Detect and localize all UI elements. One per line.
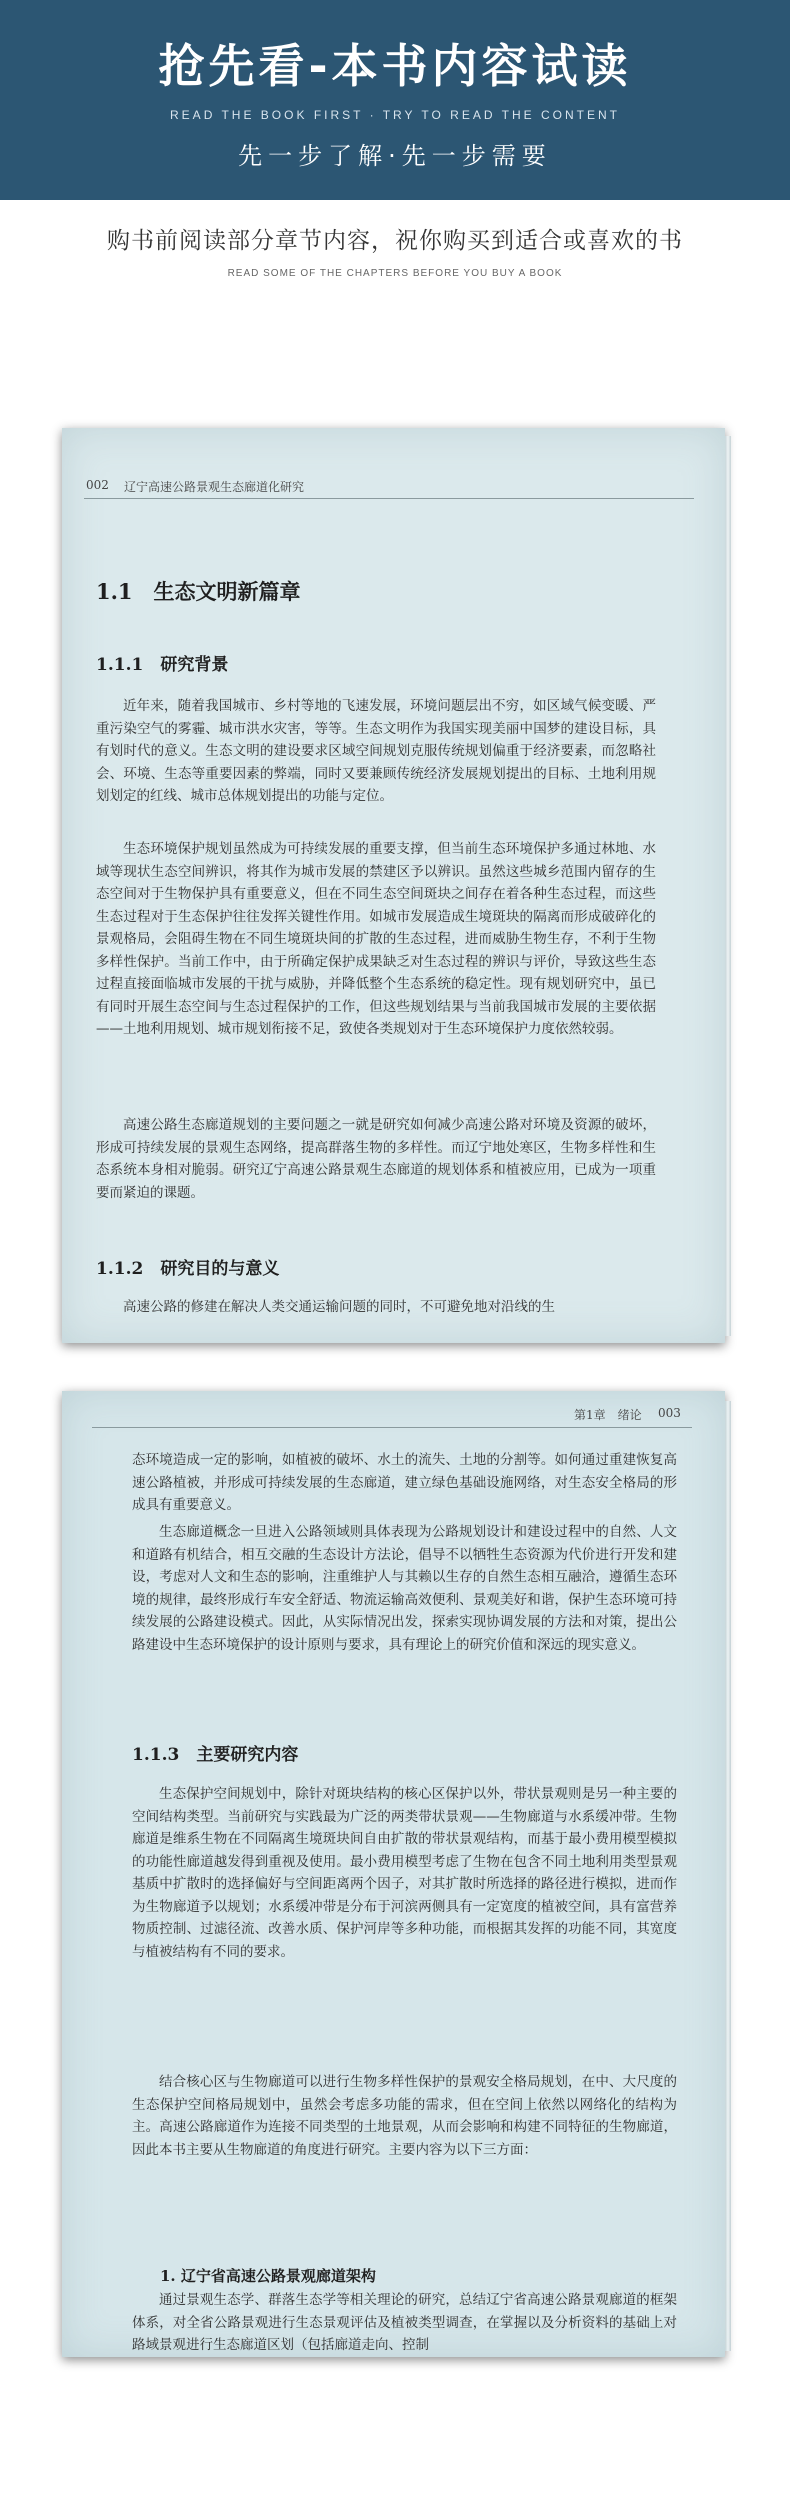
paragraph: 生态保护空间规划中，除针对斑块结构的核心区保护以外，带状景观则是另一种主要的空间结构类型。当前研究与实践最为广泛的两类带状景观——生物廊道与水系缓冲带。生物廊道是维系生物在不同隔离生境斑块间自由扩散的带状景观结构，而基于最小费用模型模拟的功能性廊道越发得到重视及使用。最小费用模型考虑了生物在包含不同土地利用类型景观基质中扩散时的选择偏好与空间距离两个因子，对其扩散时所选择的路径进行模拟，进而作为生物廊道予以规划；水系缓冲带是分布于河滨两侧具有一定宽度的植被空间，具有富营养物质控制、过滤径流、改善水质、保护河岸等多种功能，而根据其发挥的功能不同，其宽度与植被结构有不同的要求。 <box>132 1786 677 1960</box>
intro-text-en: READ SOME OF THE CHAPTERS BEFORE YOU BUY A BOOK <box>227 268 563 279</box>
paragraph: 态环境造成一定的影响，如植被的破坏、水土的流失、土地的分割等。如何通过重建恢复高速公路植被，并形成可持续发展的生态廊道，建立绿色基础设施网络，对生态安全格局的形成具有重要意义。 <box>132 1452 677 1513</box>
paragraph: 近年来，随着我国城市、乡村等地的飞速发展，环境问题层出不穷，如区域气候变暖、严重污染空气的雾霾、城市洪水灾害，等等。生态文明作为我国实现美丽中国梦的建设目标，具有划时代的意义。生态文明的建设要求区域空间规划克服传统规划偏重于经济要素，而忽略社会、环境、生态等重要因素的弊端，同时又要兼顾传统经济发展规划提出的目标、土地利用规划划定的红线、城市总体规划提出的功能与定位。 <box>96 698 656 804</box>
paragraph: 通过景观生态学、群落生态学等相关理论的研究，总结辽宁省高速公路景观廊道的框架体系，对全省公路景观进行生态景观评估及植被类型调查，在掌握以及分析资料的基础上对路域景观进行生态廊道区划（包括廊道走向、控制 <box>132 2292 677 2353</box>
paragraph: 生态环境保护规划虽然成为可持续发展的重要支撑，但当前生态环境保护多通过林地、水域等现状生态空间辨识，将其作为城市发展的禁建区予以辨识。虽然这些城乡范围内留存的生态空间对于生物保护具有重要意义，但在不同生态空间斑块之间存在着各种生态过程，而这些生态过程对于生态保护往往发挥关键性作用。如城市发展造成生境斑块的隔离而形成破碎化的景观格局，会阻碍生物在不同生境斑块间的扩散的生态过程，进而威胁生物生存，不利于生物多样性保护。当前工作中，由于所确定保护成果缺乏对生态过程的辨识与评价，导致这些生态过程直接面临城市发展的干扰与威胁，并降低整个生态系统的稳定性。现有规划研究中，虽已有同时开展生态空间与生态过程保护的工作，但这些规划结果与当前我国城市发展的主要依据——土地利用规划、城市规划衔接不足，致使各类规划对于生态环境保护力度依然较弱。 <box>96 841 656 1037</box>
subsection-heading: 1.1.1 研究背景 <box>96 655 229 675</box>
header-banner <box>0 0 790 200</box>
subsection-heading: 1.1.2 研究目的与意义 <box>96 1259 280 1279</box>
paragraph: 结合核心区与生物廊道可以进行生物多样性保护的景观安全格局规划，在中、大尺度的生态保护空间格局规划中，虽然会考虑多功能的需求，但在空间上依然以网络化的结构为主。高速公路廊道作为连接不同类型的土地景观，从而会影响和构建不同特征的生物廊道，因此本书主要从生物廊道的角度进行研究。主要内容为以下三方面： <box>132 2074 677 2158</box>
banner-subtitle-en: READ THE BOOK FIRST · TRY TO READ THE CONTENT <box>170 108 620 122</box>
book-page-1 <box>62 428 725 1343</box>
header-rule <box>92 1427 692 1428</box>
page-number: 002 <box>86 478 109 492</box>
item-heading: 1. 辽宁省高速公路景观廊道架构 <box>160 2267 376 2285</box>
intro-text: 购书前阅读部分章节内容，祝你购买到适合或喜欢的书 <box>107 228 683 254</box>
banner-title: 抢先看-本书内容试读 <box>158 39 632 93</box>
subsection-heading: 1.1.3 主要研究内容 <box>132 1745 299 1765</box>
paragraph: 高速公路生态廊道规划的主要问题之一就是研究如何减少高速公路对环境及资源的破坏，形成可持续发展的景观生态网络，提高群落生物的多样性。而辽宁地处寒区，生物多样性和生态系统本身相对脆弱。研究辽宁高速公路景观生态廊道的规划体系和植被应用，已成为一项重要而紧迫的课题。 <box>96 1117 656 1201</box>
chapter-label: 第1章 绪论 <box>574 1408 642 1422</box>
running-title: 辽宁高速公路景观生态廊道化研究 <box>124 480 305 494</box>
header-rule <box>84 498 694 499</box>
section-heading: 1.1 生态文明新篇章 <box>96 579 301 604</box>
paragraph: 生态廊道概念一旦进入公路领域则具体表现为公路规划设计和建设过程中的自然、人文和道路有机结合，相互交融的生态设计方法论，倡导不以牺牲生态资源为代价进行开发和建设，考虑对人文和生态的影响，注重维护人与其赖以生存的自然生态相互融洽，遵循生态环境的规律，最终形成行车安全舒适、物流运输高效便利、景观美好和谐，保护生态环境可持续发展的公路建设模式。因此，从实际情况出发，探索实现协调发展的方法和对策，提出公路建设中生态环境保护的设计原则与要求，具有理论上的研究价值和深远的现实意义。 <box>132 1524 677 1653</box>
paragraph: 高速公路的修建在解决人类交通运输问题的同时，不可避免地对沿线的生 <box>123 1299 555 1315</box>
page-number: 003 <box>658 1406 681 1420</box>
banner-slogan: 先一步了解·先一步需要 <box>238 142 552 170</box>
book-page-2 <box>62 1391 725 2357</box>
